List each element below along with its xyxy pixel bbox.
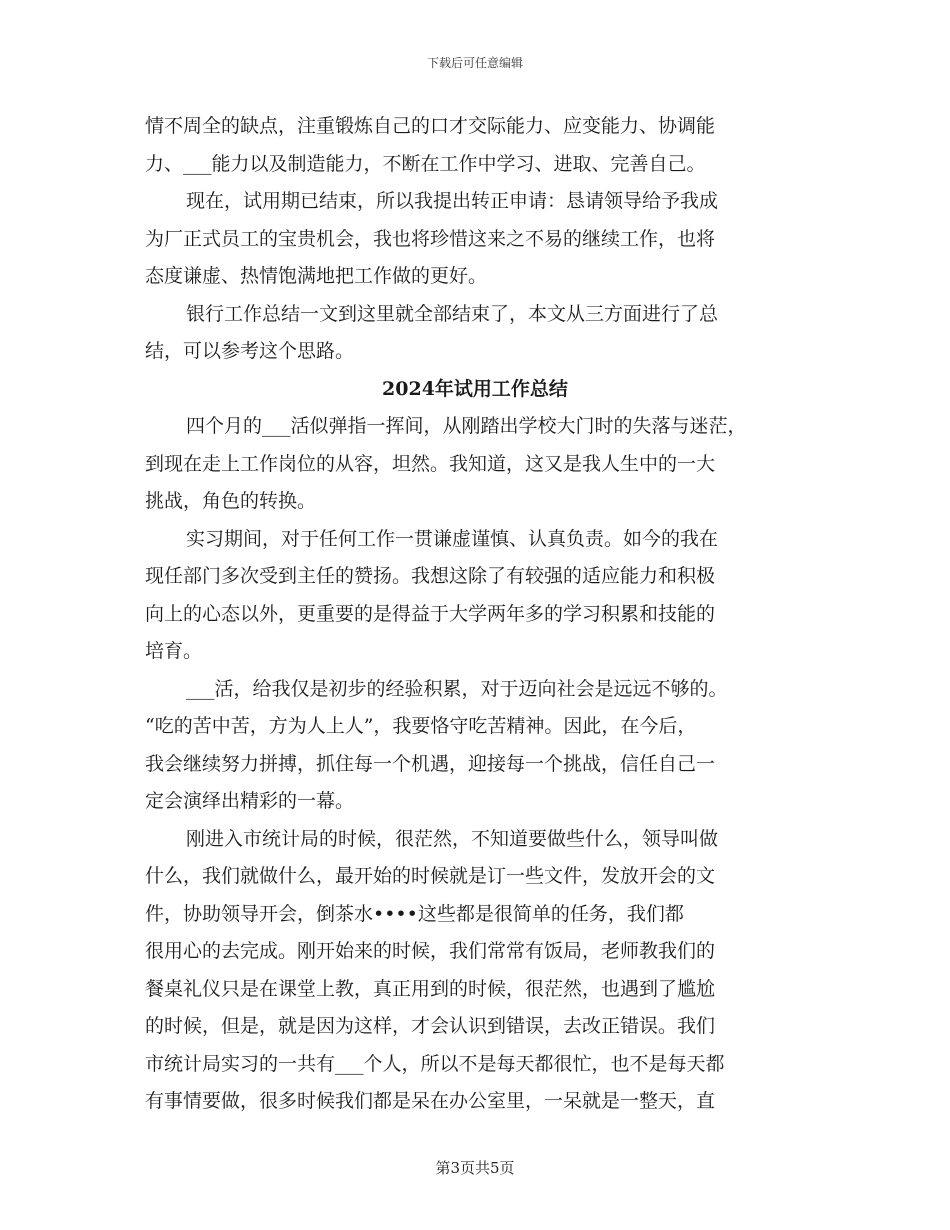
page-footer: 第3页共5页 <box>435 1159 515 1177</box>
text-line: 什么，我们就做什么，最开始的时候就是订一些文件，发放开会的文 <box>145 865 716 887</box>
paragraph-start: 现在，试用期已结束，所以我提出转正申请：恳请领导给予我成 <box>186 190 719 212</box>
text-line: 很用心的去完成。刚开始来的时候，我们常常有饭局，老师教我们的 <box>145 940 716 962</box>
text-line: 结，可以参考这个思路。 <box>145 340 355 362</box>
paragraph-start: ___活，给我仅是初步的经验积累，对于迈向社会是远远不够的。 <box>186 677 728 700</box>
text-line: 我会继续努力拼搏，抓住每一个机遇，迎接每一个挑战，信任自己一 <box>145 752 716 775</box>
section-title: 2024年试用工作总结 <box>382 377 568 400</box>
text-line: 为厂正式员工的宝贵机会，我也将珍惜这来之不易的继续工作，也将 <box>145 227 716 250</box>
text-line: 到现在走上工作岗位的从容，坦然。我知道，这又是我人生中的一大 <box>145 452 716 475</box>
text-line: 培育。 <box>145 640 203 662</box>
paragraph-start: 实习期间，对于任何工作一贯谦虚谨慎、认真负责。如今的我在 <box>186 527 719 550</box>
page-header: 下载后可任意编辑 <box>426 56 523 70</box>
document-body <box>145 108 805 1121</box>
text-line: 挑战，角色的转换。 <box>145 490 317 512</box>
text-line: 向上的心态以外，更重要的是得益于大学两年多的学习积累和技能的 <box>145 602 716 625</box>
paragraph-start: 四个月的___活似弹指一挥间，从刚踏出学校大门时的失落与迷茫， <box>186 415 747 437</box>
text-line: 餐桌礼仪只是在课堂上教，真正用到的时候，很茫然，也遇到了尴尬 <box>145 977 716 1000</box>
text-line: “吃的苦中苦，方为人上人”，我要恪守吃苦精神。因此，在今后， <box>145 715 697 737</box>
text-line: 现任部门多次受到主任的赞扬。我想这除了有较强的适应能力和积极 <box>145 565 716 587</box>
paragraph-start: 刚进入市统计局的时候，很茫然，不知道要做些什么，领导叫做 <box>186 827 719 850</box>
text-line: 力、___能力以及制造能力，不断在工作中学习、进取、完善自己。 <box>145 152 706 175</box>
paragraph-start: 银行工作总结一文到这里就全部结束了，本文从三方面进行了总 <box>186 302 719 325</box>
text-line: 态度谦虚、热情饱满地把工作做的更好。 <box>145 265 488 287</box>
text-line: 情不周全的缺点，注重锻炼自己的口才交际能力、应变能力、协调能 <box>145 115 716 137</box>
text-line: 的时候，但是，就是因为这样，才会认识到错误，去改正错误。我们 <box>145 1015 716 1037</box>
text-line: 有事情要做，很多时候我们都是呆在办公室里，一呆就是一整天，直 <box>145 1090 716 1112</box>
text-line: 市统计局实习的一共有___个人，所以不是每天都很忙，也不是每天都 <box>145 1052 725 1075</box>
text-line: 件，协助领导开会，倒茶水••••这些都是很简单的任务，我们都 <box>145 902 684 925</box>
text-line: 定会演绎出精彩的一幕。 <box>145 790 355 812</box>
